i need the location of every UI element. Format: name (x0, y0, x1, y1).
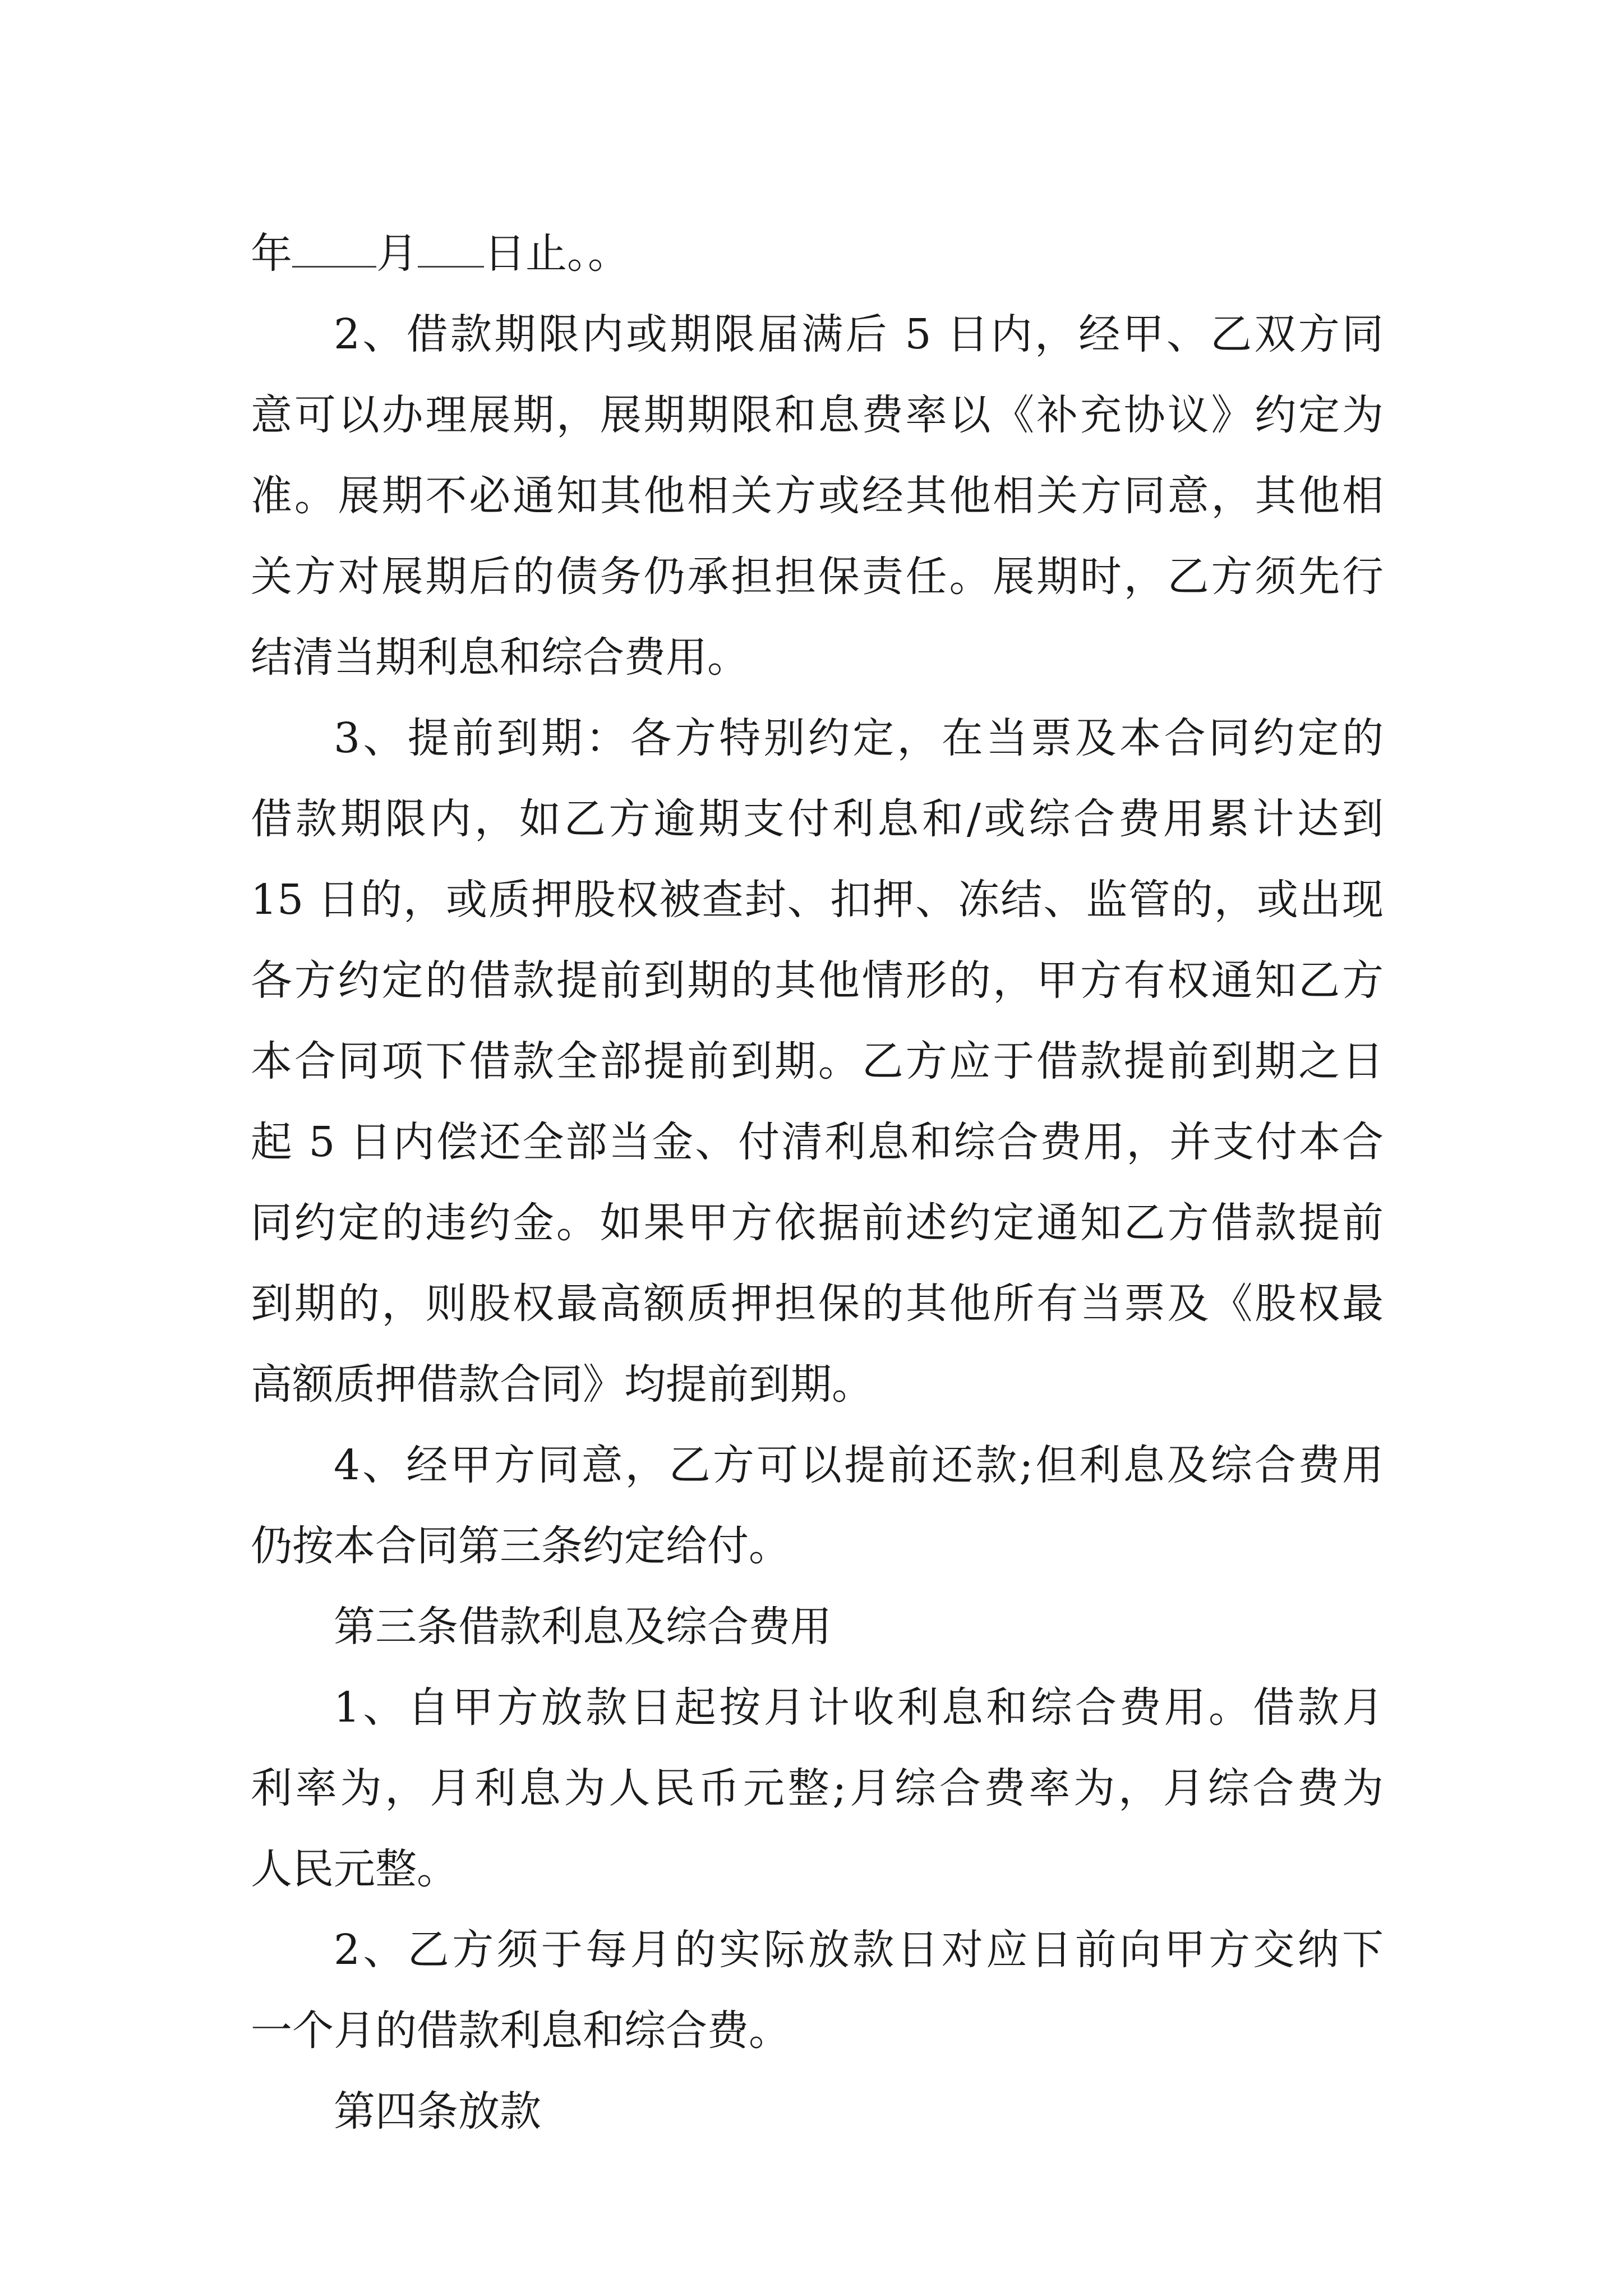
article-4-heading: 第四条放款 (334, 2087, 541, 2136)
paragraph-prepayment (251, 1425, 1384, 1586)
month-text: 月 (376, 229, 418, 278)
year-text: 年 (251, 229, 292, 278)
paragraph-line: 借款期限内，如乙方逾期支付利息和/或综合费用累计达到 (251, 795, 1384, 843)
paragraph-line: 高额质押借款合同》均提前到期。 (251, 1360, 873, 1409)
paragraph-line: 起 5 日内偿还全部当金、付清利息和综合费用，并支付本合 (251, 1118, 1384, 1166)
paragraph-line: 15 日的，或质押股权被查封、扣押、冻结、监管的，或出现 (251, 876, 1384, 924)
paragraph-line: 本合同项下借款全部提前到期。乙方应于借款提前到期之日 (251, 1037, 1384, 1085)
paragraph-line: 1、自甲方放款日起按月计收利息和综合费用。借款月 (334, 1683, 1384, 1732)
paragraph-line: 关方对展期后的债务仍承担担保责任。展期时，乙方须先行 (251, 553, 1384, 601)
article-3-heading: 第三条借款利息及综合费用 (334, 1603, 832, 1651)
paragraph-monthly-payment (251, 1910, 1384, 2071)
day-end-text: 日止。。 (484, 229, 629, 278)
paragraph-line: 利率为，月利息为人民币元整;月综合费率为，月综合费为 (251, 1764, 1384, 1812)
paragraph-line: 同约定的违约金。如果甲方依据前述约定通知乙方借款提前 (251, 1199, 1384, 1247)
paragraph-line: 3、提前到期：各方特别约定，在当票及本合同约定的 (334, 714, 1384, 762)
paragraph-line: 结清当期利息和综合费用。 (251, 633, 749, 682)
paragraph-line: 一个月的借款利息和综合费。 (251, 2007, 790, 2055)
paragraph-line: 仍按本合同第三条约定给付。 (251, 1522, 790, 1570)
paragraph-line: 人民元整。 (251, 1845, 458, 1893)
paragraph-line: 到期的，则股权最高额质押担保的其他所有当票及《股权最 (251, 1280, 1384, 1328)
paragraph-line: 意可以办理展期，展期期限和息费率以《补充协议》约定为 (251, 391, 1384, 439)
paragraph-line: 4、经甲方同意，乙方可以提前还款;但利息及综合费用 (334, 1441, 1384, 1489)
day-blank (418, 222, 484, 268)
document-body (251, 213, 1384, 2152)
month-blank (292, 222, 376, 268)
paragraph-line: 各方约定的借款提前到期的其他情形的，甲方有权通知乙方 (251, 956, 1384, 1005)
paragraph-line: 2、借款期限内或期限届满后 5 日内，经甲、乙双方同 (334, 310, 1384, 358)
paragraph-line: 2、乙方须于每月的实际放款日对应日前向甲方交纳下 (334, 1926, 1384, 1974)
paragraph-early-maturity (251, 698, 1384, 1425)
paragraph-extension (251, 294, 1384, 698)
paragraph-interest-fees (251, 1667, 1384, 1910)
paragraph-line: 准。展期不必通知其他相关方或经其他相关方同意，其他相 (251, 472, 1384, 520)
date-end-line (251, 213, 1384, 294)
